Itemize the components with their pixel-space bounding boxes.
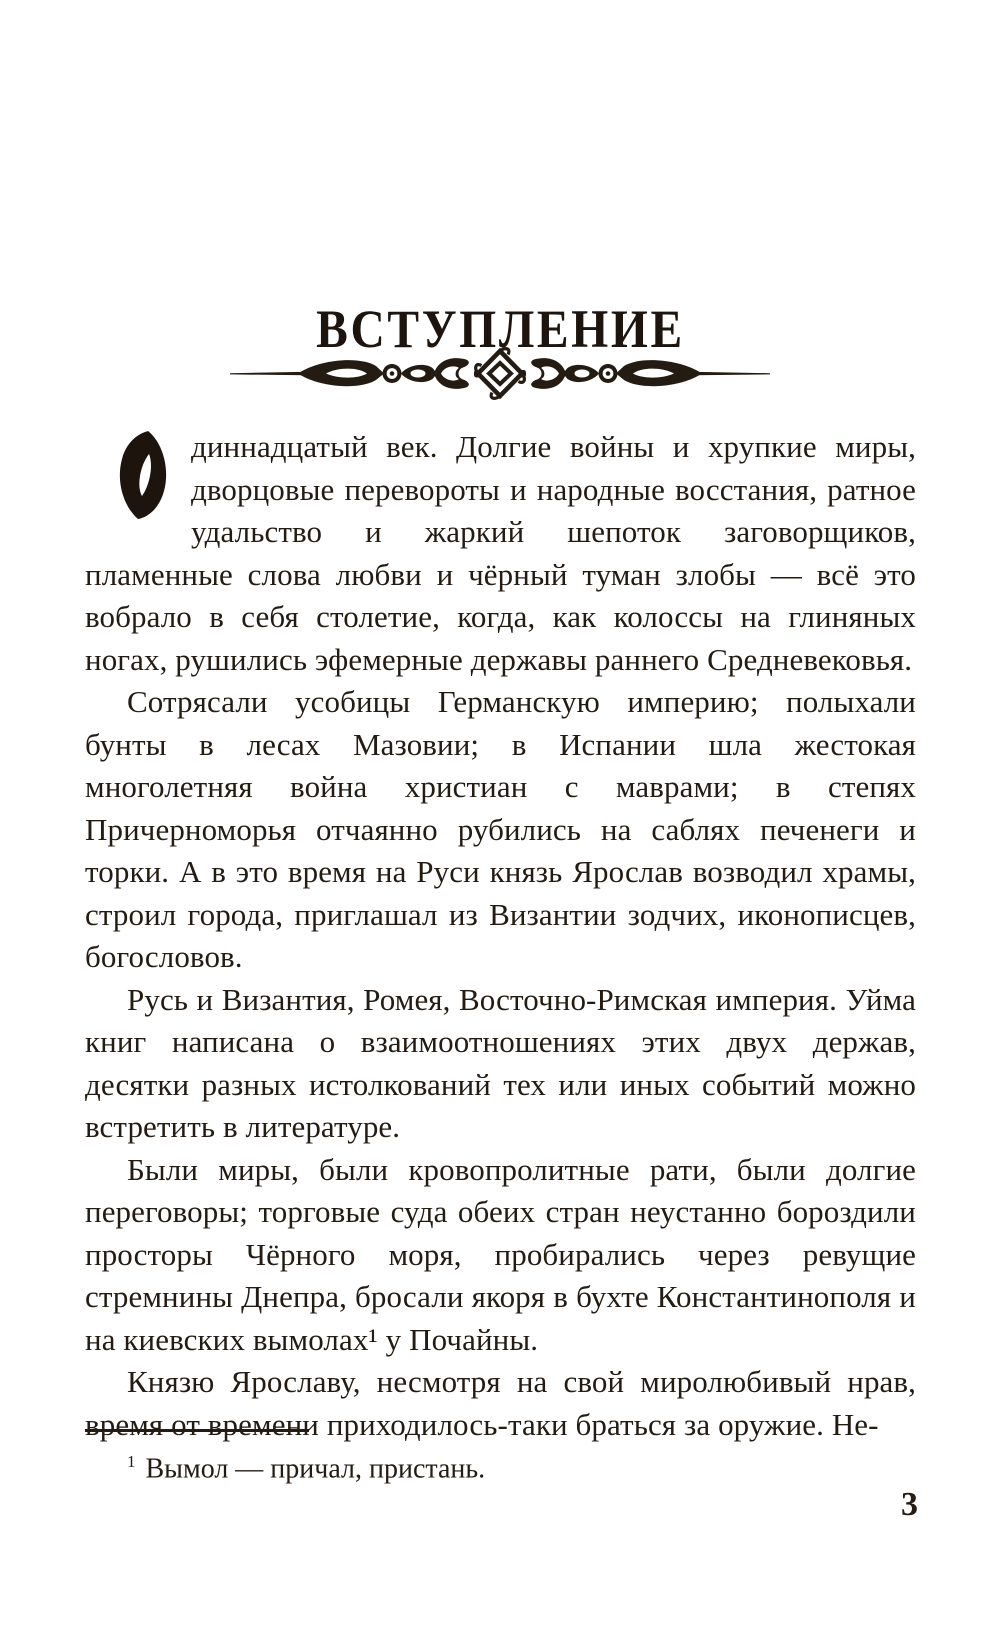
paragraph-text: Русь и Византия, Ромея, Восточно-Римская империя. Уйма книг написана о взаимоотношениях этих двух держав, десятки разных истолкований тех или иных событий можно встретить в литературе.	[85, 981, 916, 1144]
paragraph-text: Сотрясали усобицы Германскую империю; полыхали бунты в лесах Мазовии; в Испании шла жестокая многолетняя война христиан с маврами; в степях Причерноморья отчаянно рубились на саблях печенеги и торки. А в это время на Руси князь Ярослав возводил храмы, строил города, приглашал из Византии зодчих, иконописцев, богословов.	[85, 684, 916, 974]
paragraph-text: Князю Ярославу, несмотря на свой миролюбивый нрав, время от времени приходилось-таки браться за оружие. Не-	[85, 1364, 916, 1442]
paragraph	[85, 979, 916, 1149]
paragraph	[85, 1149, 916, 1362]
page-title-text: ВСТУПЛЕНИЕ	[315, 299, 685, 360]
knotwork-divider-ornament	[230, 346, 770, 402]
drop-cap	[111, 431, 175, 519]
paragraph	[85, 426, 916, 681]
paragraph-text: диннадцатый век. Долгие войны и хрупкие миры, дворцовые перевороты и народные восстания, ратное удальство и жаркий шепоток заговорщиков, пламенные слова любви и чёрный туман злобы — всё это вобрало в себя столетие, когда, как колоссы на глиняных ногах, рушились эфемерные державы раннего Средневековья.	[85, 429, 916, 677]
footnote-rule	[85, 1429, 309, 1432]
drop-cap-letter	[111, 431, 172, 519]
footnote	[85, 1429, 916, 1487]
body-text-block	[85, 426, 916, 1446]
footnote-text: Вымол — причал, пристань.	[145, 1453, 486, 1485]
paragraph	[85, 681, 916, 979]
title-divider	[230, 346, 770, 402]
footnote-line	[85, 1444, 916, 1487]
page-number: 3	[901, 1486, 918, 1523]
paragraph-text: Были миры, были кровопролитные рати, были долгие переговоры; торговые суда обеих стран неустанно бороздили просторы Чёрного моря, пробирались через ревущие стремнины Днепра, бросали якоря в бухте Константинополя и на киевских вымолах¹ у Почайны.	[85, 1151, 916, 1357]
footnote-marker: 1	[127, 1452, 136, 1471]
